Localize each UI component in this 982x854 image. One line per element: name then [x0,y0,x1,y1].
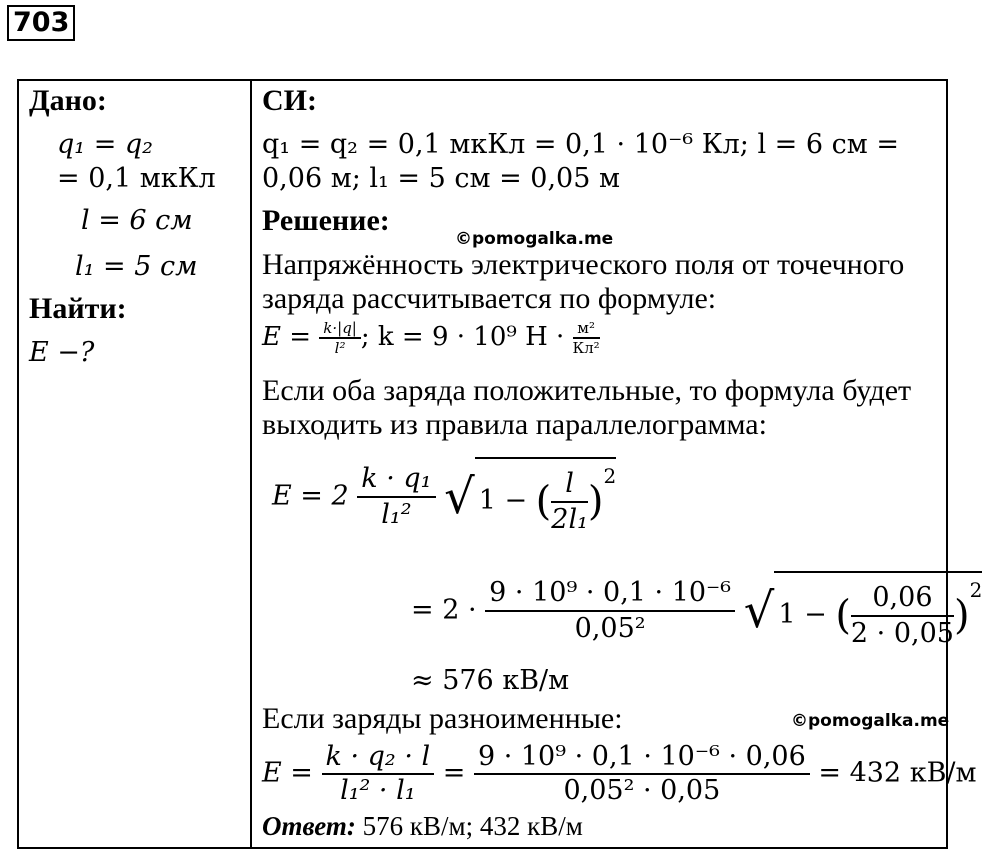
si-header: СИ: [262,84,317,117]
fraction-kq2l-over-l1: $\frac{\text{k · q₂ · l}}{\text{l₁² · l₁}}$ [322,741,435,807]
fraction-kq1-over-l1sq: $\frac{\text{k · q₁}}{\text{l₁²}}$ [357,462,435,532]
given-line-2: = 0,1 мкКл [57,163,216,194]
sqrt-sign: √ [444,468,475,525]
approx-result: ≈ 576 кВ/м [411,665,570,696]
fraction-l-over-2l1: $\frac{l}{\text{2l₁}}$ [551,467,588,535]
solution-header: Решение: [262,204,390,237]
fraction-numeric-1: $\frac{\text{9 · 10⁹ · 0,1 · 10⁻⁶}}{\text{0,05²}}$ [485,576,735,646]
watermark-1: ©pomogalka.me [455,229,614,249]
problem-number: 703 [7,5,75,41]
solution-table [17,79,982,849]
given-header: Дано: [29,84,107,117]
answer-value: 576 кВ/м; 432 кВ/м [362,811,583,841]
formula-numeric: = 2 · $\frac{\text{9 · 10⁹ · 0,1 · 10⁻⁶}}{\text{0,05²}}$ √ 1 − ( $\frac{0,06}{2 \cdot 0,05}$ )$^2$ [411,571,982,651]
answer-line [262,809,583,843]
fraction-unit: $\frac{\text{м²}}{\text{Кл²}}$ [572,319,600,357]
given-line-4: l₁ = 5 см [75,251,198,282]
solution-text-4: выходить из правила параллелограмма: [262,408,767,441]
formula-opposite-charges: E = $\frac{\text{k · q₂ · l}}{\text{l₁² · l₁}}$ = $\frac{\text{9 · 10⁹ · 0,1 · 10⁻⁶ · 0,06}}{\text{0,05² · 0,05}}$ = 432 кВ/м [262,741,977,806]
find-header: Найти: [29,292,127,325]
sqrt-sign-2: √ [743,582,775,639]
fraction-numeric-3: $\frac{\text{9 · 10⁹ · 0,1 · 10⁻⁶ · 0,06}}{\text{0,05² · 0,05}}$ [474,741,810,807]
column-divider [250,81,252,847]
si-line-1: q₁ = q₂ = 0,1 мкКл = 0,1 · 10⁻⁶ Кл; l = 6 см = [262,129,899,160]
watermark-2: ©pomogalka.me [791,711,950,731]
sqrt-body: 1 − ( $\frac{l}{\text{2l₁}}$ )$^2$ [475,457,617,537]
sqrt-body-2: 1 − ( $\frac{0,06}{2 \cdot 0,05}$ )$^2$ [774,571,982,651]
given-line-1: q₁ = q₂ [57,129,154,160]
solution-text-5: Если заряды разноименные: [262,702,623,735]
si-line-2: 0,06 м; l₁ = 5 см = 0,05 м [262,163,621,194]
answer-label: Ответ: [262,811,356,841]
given-line-3: l = 6 см [81,205,193,236]
fraction-numeric-2: $\frac{0,06}{2 \cdot 0,05}$ [850,581,954,649]
solution-text-1: Напряжённость электрического поля от точечного [262,248,905,281]
fraction-kq-over-l2: $\frac{k\cdot|q|}{\text{l²}}$ [319,319,361,357]
solution-text-3: Если оба заряда положительные, то формула будет [262,374,912,407]
solution-text-2: заряда рассчитывается по формуле: [262,282,717,315]
find-value: E −? [29,337,95,368]
formula-field-definition: E = $\frac{k\cdot|q|}{\text{l²}}$ ; k = 9 · 10⁹ Н · $\frac{\text{м²}}{\text{Кл²}}$ [262,319,600,357]
formula-parallelogram: E = 2 $\frac{\text{k · q₁}}{\text{l₁²}}$ √ 1 − ( $\frac{l}{\text{2l₁}}$ )$^2$ [272,457,616,537]
